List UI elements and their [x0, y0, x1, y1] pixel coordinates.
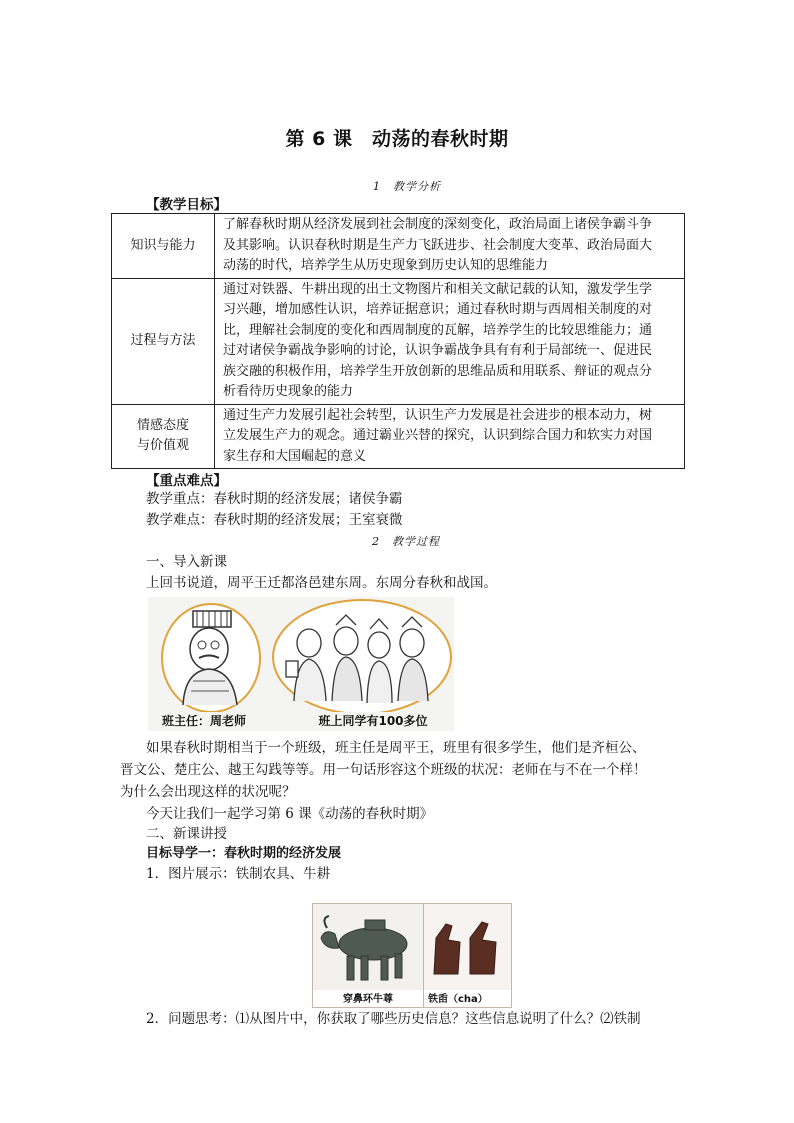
iron-spade-icon — [424, 904, 511, 990]
item-one-text: 1．图片展示：铁制农具、牛耕 — [146, 866, 331, 882]
table-row — [112, 278, 685, 404]
goal-label-line: 与价值观 — [136, 438, 189, 454]
students-cartoon-icon — [274, 601, 450, 713]
goal-line: 习兴趣，增加感性认识，培养证据意识；通过春秋时期与西周相关制度的对 — [223, 302, 653, 317]
goal-line: 析看待历史现象的能力 — [223, 384, 354, 399]
bronze-ox-icon — [313, 904, 423, 990]
teaching-goals-table — [111, 213, 685, 469]
pic2-caption-left: 穿鼻环牛尊 — [343, 994, 393, 1005]
pic2-caption-right: 铁臿（cha） — [428, 994, 488, 1005]
goal-line: 动荡的时代，培养学生从历史现象到历史认知的思维能力 — [223, 258, 549, 273]
goal-label-knowledge: 知识与能力 — [112, 214, 215, 279]
ox-zun-panel — [313, 904, 424, 1007]
teacher-cartoon-icon — [163, 605, 259, 711]
goal-label-process: 过程与方法 — [112, 278, 215, 404]
goal-content-knowledge — [215, 214, 685, 279]
today-lesson-text: 今天让我们一起学习第 6 课《动荡的春秋时期》 — [146, 806, 434, 822]
table-row — [112, 214, 685, 279]
section-heading-process: 2 教学过程 — [372, 535, 440, 548]
target-one-heading: 目标导学一：春秋时期的经济发展 — [146, 846, 342, 861]
iron-spade-panel — [424, 904, 511, 1007]
goal-label-line: 情感态度 — [136, 418, 189, 434]
analogy-paragraph — [120, 737, 706, 803]
analogy-line: 如果春秋时期相当于一个班级，班主任是周平王，班里有很多学生，他们是齐桓公、 — [146, 740, 646, 756]
analogy-line: 晋文公、楚庄公、越王勾践等等。用一句话形容这个班级的状况：老师在与不在一个样！ — [120, 762, 647, 778]
classroom-cartoon-image — [148, 597, 454, 731]
page-title: 第 6 课 动荡的春秋时期 — [285, 128, 509, 150]
goal-label-values — [112, 404, 215, 469]
pic1-caption-left: 班主任：周老师 — [148, 712, 260, 729]
analogy-line: 为什么会出现这样的状况呢？ — [120, 784, 296, 800]
part-two-heading: 二、新课讲授 — [146, 826, 227, 842]
keypoints-heading: 【重点难点】 — [146, 473, 227, 489]
goal-content-values — [215, 404, 685, 469]
pic1-caption-right: 班上同学有100多位 — [298, 712, 448, 729]
goal-content-process — [215, 278, 685, 404]
goal-line: 了解春秋时期从经济发展到社会制度的深刻变化，政治局面上诸侯争霸斗争 — [223, 217, 653, 232]
key-point: 教学重点：春秋时期的经济发展；诸侯争霸 — [146, 491, 403, 507]
students-frame — [272, 599, 452, 715]
goals-heading: 【教学目标】 — [146, 197, 227, 213]
goal-line: 族交融的积极作用，培养学生开放创新的思维品质和用联系、辩证的观点分 — [223, 363, 653, 379]
part-one-heading: 一、导入新课 — [146, 554, 227, 570]
item-two-text: 2．问题思考：⑴从图片中，你获取了哪些历史信息？这些信息说明了什么？⑵铁制 — [146, 1011, 641, 1027]
goal-line: 家生存和大国崛起的意义 — [223, 448, 367, 464]
goal-line: 立发展生产力的观念。通过霸业兴替的探究，认识到综合国力和软实力对国 — [223, 428, 653, 443]
teacher-portrait-frame — [161, 603, 261, 713]
goal-line: 比，理解社会制度的变化和西周制度的瓦解，培养学生的比较思维能力；通 — [223, 322, 653, 338]
table-row — [112, 404, 685, 469]
section-heading-analysis: 1 教学分析 — [373, 180, 441, 193]
goal-line: 通过对铁器、牛耕出现的出土文物图片和相关文献记载的认知，激发学生学 — [223, 281, 653, 297]
goal-line: 及其影响。认识春秋时期是生产力飞跃进步、社会制度大变革、政治局面大 — [223, 237, 653, 253]
difficult-point: 教学难点：春秋时期的经济发展；王室衰微 — [146, 512, 403, 528]
goal-line: 通过生产力发展引起社会转型，认识生产力发展是社会进步的根本动力，树 — [223, 407, 653, 423]
artifacts-image — [312, 903, 512, 1008]
goal-line: 过对诸侯争霸战争影响的讨论，认识争霸战争具有有利于局部统一、促进民 — [223, 343, 653, 358]
intro-text: 上回书说道，周平王迁都洛邑建东周。东周分春秋和战国。 — [146, 575, 497, 591]
